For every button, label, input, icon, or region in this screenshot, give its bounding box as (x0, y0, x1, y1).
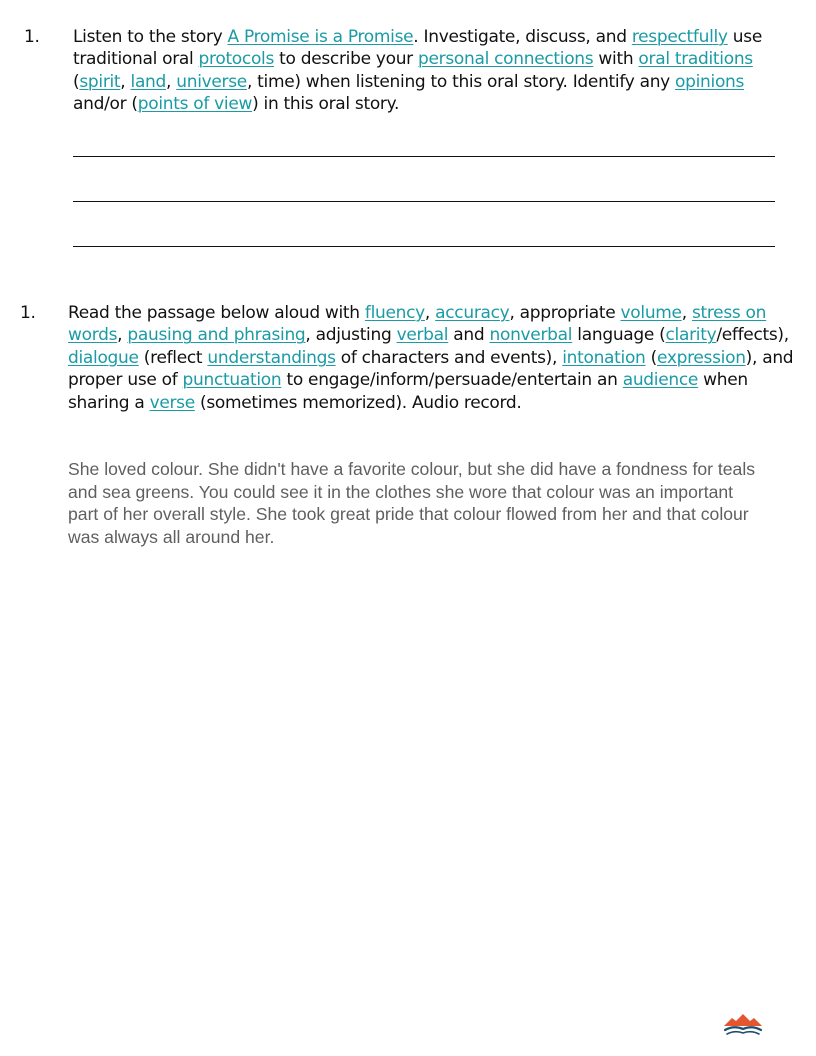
text-run: language ( (572, 325, 666, 346)
text-run: Listen to the story (73, 27, 228, 47)
link-pausing-and-phrasing[interactable]: pausing and phrasing (127, 325, 306, 346)
link-a-promise-is-a-promise[interactable]: A Promise is a Promise (227, 27, 414, 47)
answer-line-2[interactable] (73, 201, 775, 202)
text-run: (sometimes memorized). Audio record. (194, 392, 522, 413)
link-dialogue[interactable]: dialogue (68, 347, 139, 368)
link-stress-on-words[interactable]: stress on words (68, 303, 767, 346)
link-volume[interactable]: volume (620, 303, 682, 323)
text-run: and/or ( (73, 94, 138, 115)
link-points-of-view[interactable]: points of view (137, 94, 253, 115)
link-opinions[interactable]: opinions (675, 71, 745, 92)
text-run: (reflect (138, 347, 208, 368)
text-run: ) in this oral story. (252, 94, 400, 115)
mountain-book-logo-icon (722, 1012, 764, 1038)
link-spirit[interactable]: spirit (79, 71, 121, 92)
link-understandings[interactable]: understandings (207, 347, 336, 368)
text-run: to engage/inform/persuade/entertain an (281, 370, 623, 391)
text-run: /effects), (716, 325, 789, 346)
question-1-text (73, 26, 789, 116)
text-run: to describe your (274, 49, 418, 70)
question-2 (20, 302, 796, 442)
text-run: , (166, 71, 177, 92)
text-run: , adjusting (305, 325, 397, 346)
link-respectfully[interactable]: respectfully (631, 27, 728, 47)
question-1-number: 1. (24, 27, 40, 47)
reading-passage: She loved colour. She didn't have a favorite colour, but she did have a fondness for teals and sea greens. You could see it in the clothes she wore that colour was an important part of her overall style. She took great pride that colour flowed from her and that colour was always all around her. (68, 459, 756, 547)
answer-line-3[interactable] (73, 246, 775, 247)
answer-line-1[interactable] (73, 156, 775, 157)
text-run: use traditional oral (73, 27, 762, 70)
text-run: , time) when listening to this oral story. Identify any (246, 71, 676, 92)
question-2-number: 1. (20, 303, 36, 323)
question-1 (24, 26, 794, 126)
text-run: ( (645, 347, 657, 368)
question-2-text (68, 302, 796, 414)
text-run: Read the passage below aloud with (68, 303, 365, 323)
link-land[interactable]: land (130, 71, 167, 92)
link-clarity[interactable]: clarity (665, 325, 717, 346)
link-protocols[interactable]: protocols (198, 49, 275, 70)
text-run: , (120, 71, 131, 92)
link-intonation[interactable]: intonation (562, 347, 646, 368)
text-run: and (448, 325, 490, 346)
text-run: with (593, 49, 639, 70)
link-accuracy[interactable]: accuracy (435, 303, 510, 323)
text-run: , appropriate (509, 303, 621, 323)
text-run: of characters and events), (335, 347, 563, 368)
link-punctuation[interactable]: punctuation (182, 370, 282, 391)
text-run: . Investigate, discuss, and (413, 27, 632, 47)
text-run: , (681, 303, 692, 323)
link-nonverbal[interactable]: nonverbal (489, 325, 573, 346)
link-oral-traditions[interactable]: oral traditions (638, 49, 753, 70)
link-verbal[interactable]: verbal (396, 325, 449, 346)
link-universe[interactable]: universe (176, 71, 247, 92)
text-run: ), and proper use of (68, 347, 794, 391)
text-run: ( (73, 71, 80, 92)
text-run: when sharing a (68, 370, 748, 413)
text-run: , (117, 325, 128, 346)
link-personal-connections[interactable]: personal connections (417, 49, 594, 70)
link-expression[interactable]: expression (656, 347, 746, 368)
link-fluency[interactable]: fluency (364, 303, 425, 323)
link-audience[interactable]: audience (622, 370, 699, 391)
link-verse[interactable]: verse (149, 392, 195, 413)
text-run: , (424, 303, 436, 323)
